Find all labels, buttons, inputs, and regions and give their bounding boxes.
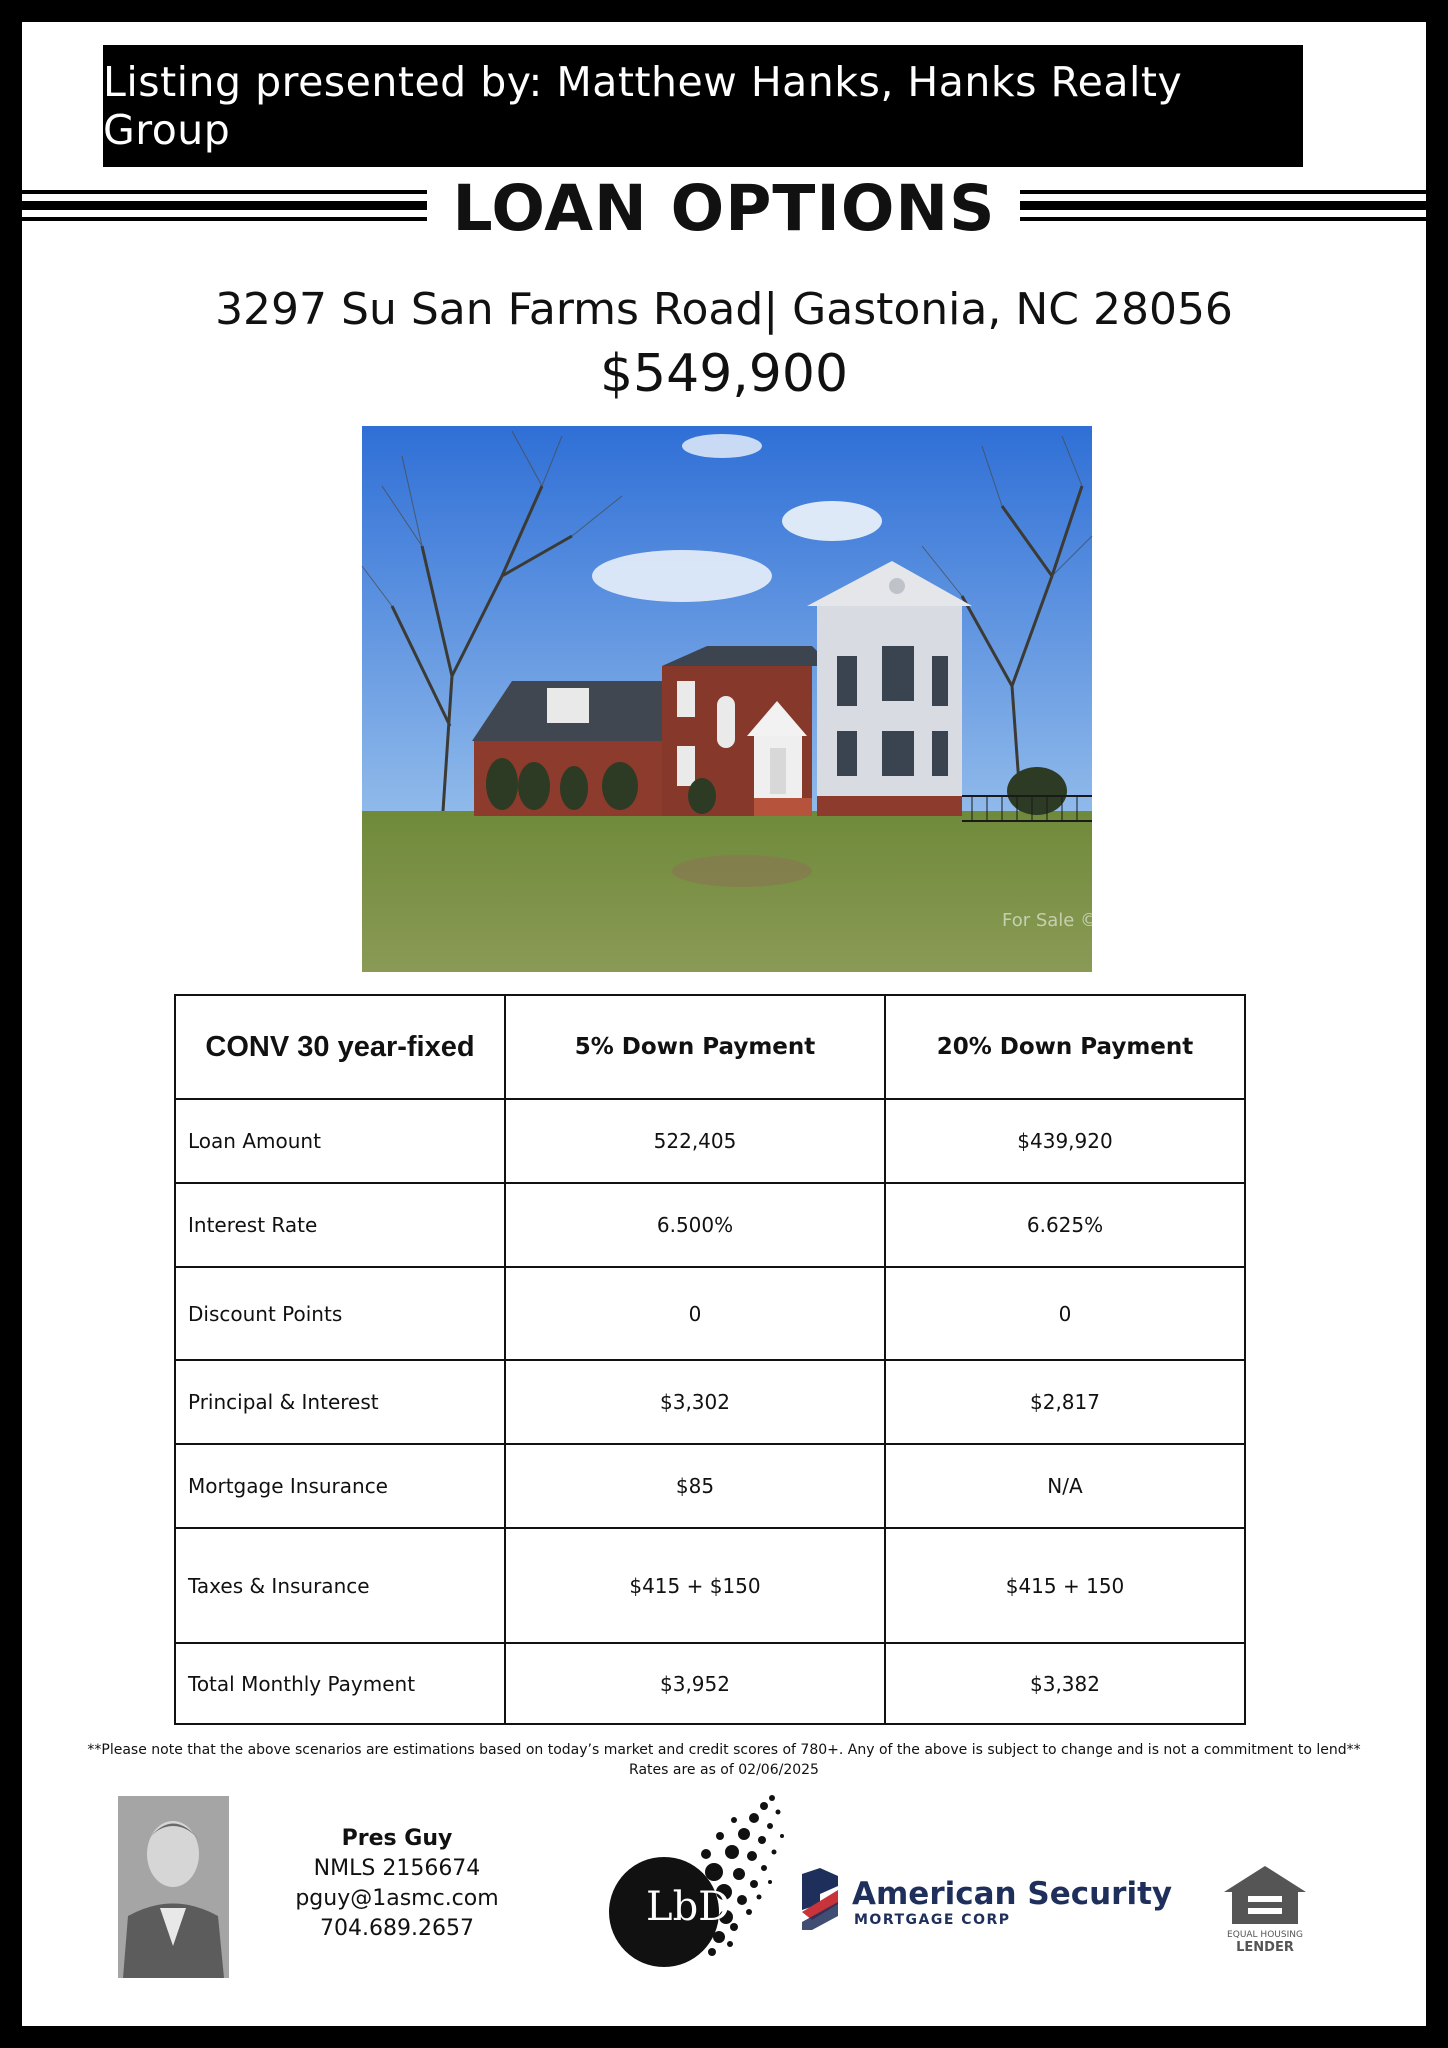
table-row — [175, 1267, 1245, 1360]
presenter-banner-text: Listing presented by: Matthew Hanks, Hanks Realty Group — [103, 58, 1183, 154]
table-row — [175, 1099, 1245, 1183]
loan-officer-contact — [262, 1824, 532, 1944]
cell-20-percent: 0 — [885, 1267, 1245, 1360]
lbd-logo — [594, 1792, 794, 1982]
cell-5-percent: $3,302 — [505, 1360, 885, 1444]
phone-number[interactable]: 704.689.2657 — [320, 1916, 474, 1941]
photo-watermark: For Sale ©2025 — [1002, 910, 1144, 931]
table-row — [175, 1444, 1245, 1528]
row-label: Mortgage Insurance — [175, 1444, 505, 1528]
row-label: Principal & Interest — [175, 1360, 505, 1444]
disclaimer — [62, 1740, 1386, 1780]
cell-5-percent: 0 — [505, 1267, 885, 1360]
loan-options-table — [174, 994, 1246, 1725]
rates-date: Rates are as of 02/06/2025 — [629, 1762, 819, 1778]
table-row — [175, 1183, 1245, 1267]
cell-5-percent: $415 + $150 — [505, 1528, 885, 1643]
ehl-line1: EQUAL HOUSING — [1227, 1930, 1303, 1940]
table-row — [175, 1643, 1245, 1724]
row-label: Taxes & Insurance — [175, 1528, 505, 1643]
cell-5-percent: $85 — [505, 1444, 885, 1528]
table-header-row — [175, 995, 1245, 1099]
cell-20-percent: N/A — [885, 1444, 1245, 1528]
cell-5-percent: 6.500% — [505, 1183, 885, 1267]
email-address[interactable]: pguy@1asmc.com — [295, 1886, 499, 1911]
disclaimer-line: **Please note that the above scenarios are estimations based on today’s market and credit scores of 780+. Any of the above is subject to change and is not a commitment to lend** — [87, 1742, 1361, 1758]
asmc-subtitle: MORTGAGE CORP — [854, 1912, 1011, 1928]
column-header-program: CONV 30 year-fixed — [175, 995, 505, 1099]
flyer-page — [22, 22, 1426, 2026]
house-photo — [362, 426, 1144, 972]
cell-20-percent: $2,817 — [885, 1360, 1245, 1444]
ehl-line2: LENDER — [1236, 1940, 1294, 1955]
presenter-banner — [103, 45, 1303, 167]
cell-20-percent: $3,382 — [885, 1643, 1245, 1724]
cell-20-percent: $415 + 150 — [885, 1528, 1245, 1643]
table-row — [175, 1528, 1245, 1643]
loan-officer-headshot — [118, 1796, 229, 1978]
column-header-20-percent: 20% Down Payment — [885, 995, 1245, 1099]
equal-housing-lender-logo — [1220, 1862, 1310, 1954]
lbd-logo-text: LbD — [646, 1884, 731, 1930]
row-label: Discount Points — [175, 1267, 505, 1360]
cell-20-percent: 6.625% — [885, 1183, 1245, 1267]
property-address: 3297 Su San Farms Road| Gastonia, NC 28056 — [215, 284, 1233, 335]
property-price: $549,900 — [599, 344, 849, 404]
loan-officer-name: Pres Guy — [341, 1826, 453, 1851]
table-row — [175, 1360, 1245, 1444]
nmls-number: NMLS 2156674 — [313, 1856, 481, 1881]
row-label: Total Monthly Payment — [175, 1643, 505, 1724]
row-label: Interest Rate — [175, 1183, 505, 1267]
row-label: Loan Amount — [175, 1099, 505, 1183]
asmc-name: American Security — [852, 1876, 1173, 1912]
column-header-5-percent: 5% Down Payment — [505, 995, 885, 1099]
cell-5-percent: 522,405 — [505, 1099, 885, 1183]
cell-20-percent: $439,920 — [885, 1099, 1245, 1183]
american-security-logo — [790, 1864, 1173, 1944]
page-title: LOAN OPTIONS — [452, 172, 996, 245]
cell-5-percent: $3,952 — [505, 1643, 885, 1724]
